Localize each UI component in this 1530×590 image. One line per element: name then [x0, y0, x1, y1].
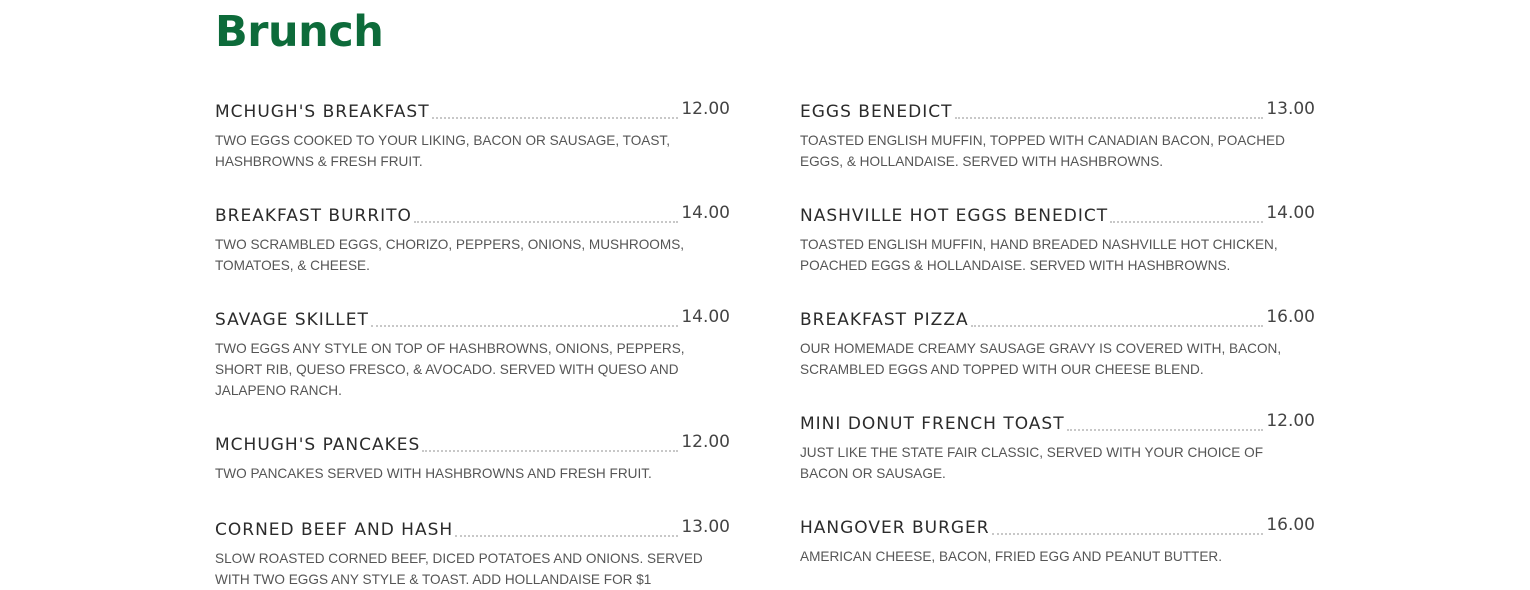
- menu-item-name: BREAKFAST BURRITO: [215, 206, 412, 226]
- menu-item: [215, 515, 730, 590]
- dotted-leader: [992, 532, 1264, 535]
- menu-item-description: SLOW ROASTED CORNED BEEF, DICED POTATOES AND ONIONS. SERVED WITH TWO EGGS ANY STYLE & TOAST. ADD HOLLANDAISE FOR $1: [215, 551, 703, 587]
- menu-item: [800, 201, 1315, 276]
- menu-item-price: 12.00: [681, 432, 730, 452]
- dotted-leader: [971, 324, 1264, 327]
- menu-item-name: MINI DONUT FRENCH TOAST: [800, 414, 1065, 434]
- dotted-leader: [1110, 220, 1263, 223]
- dotted-leader: [414, 220, 678, 223]
- menu-item-description: OUR HOMEMADE CREAMY SAUSAGE GRAVY IS COVERED WITH, BACON, SCRAMBLED EGGS AND TOPPED WITH OUR CHEESE BLEND.: [800, 341, 1282, 377]
- menu-item-header: [800, 305, 1315, 331]
- dotted-leader: [455, 534, 678, 537]
- menu-item-price: 13.00: [1266, 99, 1315, 119]
- menu-item-header: [215, 515, 730, 541]
- menu-item: [800, 513, 1315, 567]
- menu-item-description: TOASTED ENGLISH MUFFIN, HAND BREADED NASHVILLE HOT CHICKEN, POACHED EGGS & HOLLANDAISE. SERVED WITH HASHBROWNS.: [800, 237, 1278, 273]
- menu-item-description: TWO EGGS COOKED TO YOUR LIKING, BACON OR SAUSAGE, TOAST, HASHBROWNS & FRESH FRUIT.: [215, 133, 670, 169]
- menu-item-price: 16.00: [1266, 515, 1315, 535]
- menu-item-price: 16.00: [1266, 307, 1315, 327]
- menu-item-name: MCHUGH'S PANCAKES: [215, 435, 421, 455]
- menu-item-price: 14.00: [681, 307, 730, 327]
- menu-item-description: TWO EGGS ANY STYLE ON TOP OF HASHBROWNS, ONIONS, PEPPERS, SHORT RIB, QUESO FRESCO, & AVOCADO. SERVED WITH QUESO AND JALAPENO RANCH.: [215, 341, 685, 398]
- menu-item-name: NASHVILLE HOT EGGS BENEDICT: [800, 206, 1109, 226]
- menu-item-description: TWO SCRAMBLED EGGS, CHORIZO, PEPPERS, ONIONS, MUSHROOMS, TOMATOES, & CHEESE.: [215, 237, 685, 273]
- menu-item-name: EGGS BENEDICT: [800, 102, 953, 122]
- menu-item-header: [215, 201, 730, 227]
- menu-item-name: HANGOVER BURGER: [800, 518, 990, 538]
- menu-item-description: JUST LIKE THE STATE FAIR CLASSIC, SERVED WITH YOUR CHOICE OF BACON OR SAUSAGE.: [800, 445, 1264, 481]
- menu-column-left: [215, 97, 730, 590]
- menu-item-header: [215, 305, 730, 331]
- menu-item: [800, 409, 1315, 484]
- menu-item: [215, 305, 730, 401]
- menu-item-description: AMERICAN CHEESE, BACON, FRIED EGG AND PEANUT BUTTER.: [800, 549, 1222, 564]
- page-title: Brunch: [215, 7, 384, 57]
- menu-item-header: [800, 513, 1315, 539]
- menu-column-right: [800, 97, 1315, 567]
- dotted-leader: [1067, 428, 1264, 431]
- dotted-leader: [422, 449, 678, 452]
- menu-item-name: MCHUGH'S BREAKFAST: [215, 102, 430, 122]
- dotted-leader: [955, 116, 1264, 119]
- menu-item-price: 13.00: [681, 517, 730, 537]
- menu-item-header: [800, 201, 1315, 227]
- menu-item-header: [800, 97, 1315, 123]
- menu-item: [215, 97, 730, 172]
- menu-item-name: BREAKFAST PIZZA: [800, 310, 969, 330]
- menu-item-price: 14.00: [681, 203, 730, 223]
- menu-item-description: TOASTED ENGLISH MUFFIN, TOPPED WITH CANADIAN BACON, POACHED EGGS, & HOLLANDAISE. SERVED WITH HASHBROWNS.: [800, 133, 1285, 169]
- dotted-leader: [371, 324, 678, 327]
- menu-item-header: [800, 409, 1315, 435]
- menu-item: [215, 201, 730, 276]
- menu-item: [800, 305, 1315, 380]
- menu-item-name: CORNED BEEF AND HASH: [215, 520, 454, 540]
- menu-item-price: 14.00: [1266, 203, 1315, 223]
- menu-item-price: 12.00: [1266, 411, 1315, 431]
- dotted-leader: [432, 116, 679, 119]
- menu-item-description: TWO PANCAKES SERVED WITH HASHBROWNS AND FRESH FRUIT.: [215, 466, 652, 481]
- menu-item-header: [215, 97, 730, 123]
- menu-item-name: SAVAGE SKILLET: [215, 310, 369, 330]
- menu-item-header: [215, 430, 730, 456]
- menu-item: [800, 97, 1315, 172]
- menu-item-price: 12.00: [681, 99, 730, 119]
- menu-item: [215, 430, 730, 484]
